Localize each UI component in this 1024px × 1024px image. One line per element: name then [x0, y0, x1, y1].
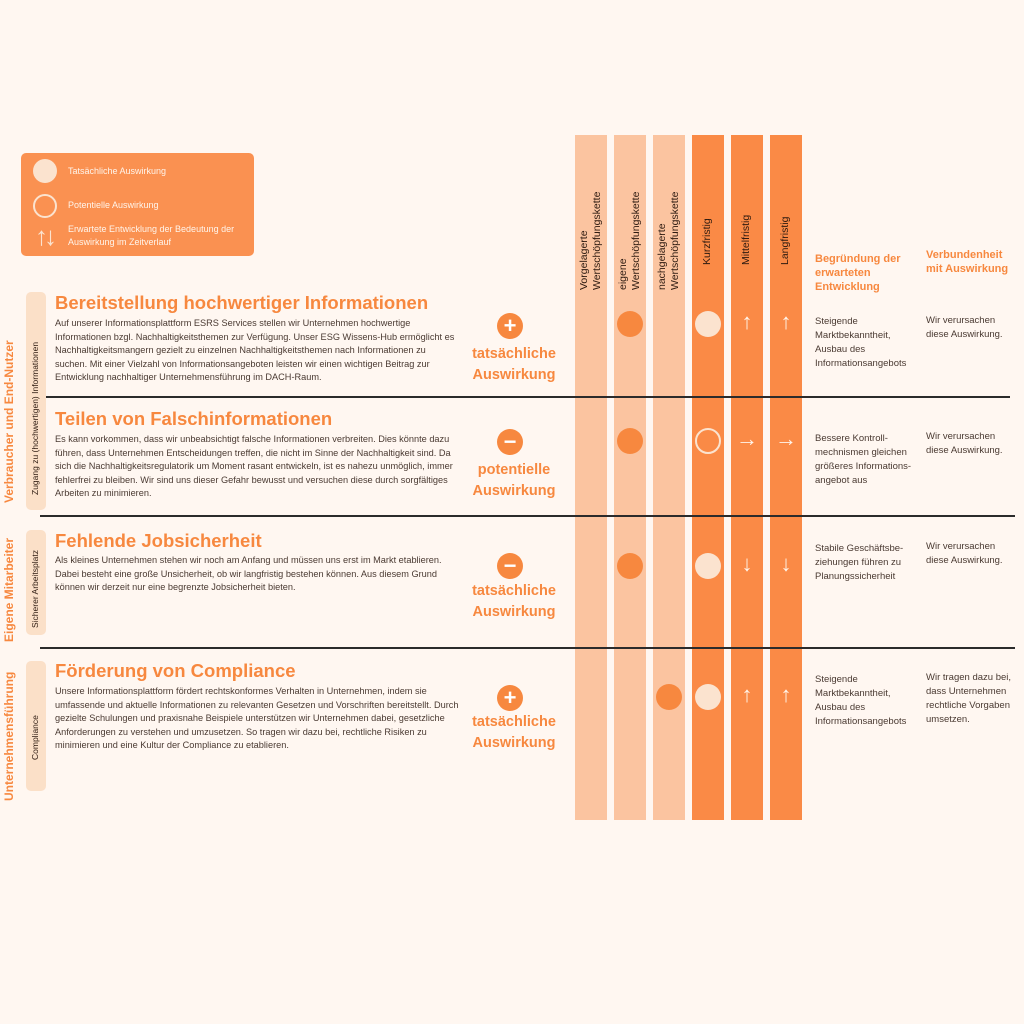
reason-text: Steigende Marktbekanntheit, Ausbau des Informationsangebots	[815, 674, 907, 727]
plus-icon: +	[497, 685, 523, 711]
reason-text: Bessere Kontroll-mechnismen gleichen größeres Informations-angebot aus	[815, 433, 912, 486]
actual-impact-dot	[695, 553, 721, 579]
potential-impact-dot	[695, 428, 721, 454]
row-description: Als kleines Unternehmen stehen wir noch am Anfang und müssen uns erst im Markt etablieren. Dabei besteht eine große Unsicherheit, ob wir langfristig bestehen können. Aus diesem Grund können wir derzeit nur eine begrenzte Jobsicherheit bieten.	[55, 555, 442, 593]
group-label-employees: Eigene Mitarbeiter	[2, 537, 16, 642]
arrow-up-icon: ↑	[741, 682, 753, 707]
link-text: Wir verursachen diese Auswirkung.	[926, 315, 1003, 340]
arrow-up-icon: ↑	[780, 309, 792, 334]
minus-icon: −	[497, 429, 523, 455]
impact-type-label: tatsächliche Auswirkung	[472, 714, 556, 751]
legend-potential-label: Potentielle Auswirkung	[68, 200, 159, 210]
impact-type-label: tatsächliche Auswirkung	[472, 346, 556, 383]
reason-text: Steigende Marktbekanntheit, Ausbau des Informationsangebots	[815, 316, 907, 369]
topic-label: Zugang zu (hochwertigen) Informationen	[30, 341, 40, 495]
impact-type-label: tatsächliche Auswirkung	[472, 583, 556, 620]
topic-label: Compliance	[30, 715, 40, 760]
arrow-right-icon: →	[775, 426, 797, 451]
header-upstream: Vorgelagerte Wertschöpfungskette	[578, 191, 603, 290]
row-description: Auf unserer Informationsplattform ESRS Services stellen wir Unternehmen hochwertige Informationen bzgl. Nachhaltigkeitsthemen zur Verfügung. Unser ESG Wissens-Hub ermöglicht es Nachhaltigkeitsmangern gezielt zu einzelnen Nachhaltigkeitsthemen nach Informationen zu suchen. Mit einer Vielzahl von Informationsangeboten leisten wir einen wichtigen Beitrag zur Entwicklung nachhaltiger Unternehmensführung im DACH-Raum.	[55, 318, 455, 383]
link-text: Wir tragen dazu bei, dass Unternehmen rechtliche Vorgaben umsetzen.	[926, 672, 1012, 725]
topic-label: Sicherer Arbeitsplatz	[30, 550, 40, 628]
arrow-down-icon: ↓	[741, 551, 753, 576]
reason-text: Stabile Geschäftsbe-ziehungen führen zu Planungssicherheit	[815, 543, 904, 582]
header-own: eigene Wertschöpfungskette	[617, 191, 642, 290]
legend-box	[21, 153, 254, 256]
actual-impact-dot	[617, 311, 643, 337]
legend-actual-label: Tatsächliche Auswirkung	[68, 166, 167, 176]
up-down-arrows-icon: ↑↓	[35, 221, 53, 251]
row-description: Unsere Informationsplattform fördert rechtskonformes Verhalten in Unternehmen, indem sie umfassende und aktuelle Informationen zu relevanten Gesetzen und Vorschriften bereitstellt. Durch gezielte Schulungen und praxisnahe Beispiele unterstützen wir Unternehmen dabei, gesetzliche Anforderungen zu verstehen und umzusetzen. So tragen wir dazu bei, rechtliche Risiken zu minimieren und eine Kultur der Compliance zu etablieren.	[55, 686, 459, 751]
row-divider	[40, 647, 1015, 649]
arrow-up-icon: ↑	[741, 309, 753, 334]
actual-impact-dot	[656, 684, 682, 710]
header-short-term: Kurzfristig	[701, 218, 713, 265]
actual-impact-dot	[695, 684, 721, 710]
link-text: Wir verursachen diese Auswirkung.	[926, 431, 1003, 456]
row-title: Bereitstellung hochwertiger Informationen	[55, 292, 429, 313]
row-description: Es kann vorkommen, dass wir unbeabsichtigt falsche Informationen verbreiten. Dies könnte dazu führen, dass Unternehmen Entscheidungen treffen, die nicht im Sinne der Nachhaltigkeit sind. Da sich die Nachhaltigkeitsregulatorik um Moment rasant entwickeln, ist es nahezu unmöglich, immer fehlerfrei zu bleiben. Wir sind uns dieser Gefahr bewusst und versuchen diese durch sorgfältiges Arbeiten zu minimieren.	[55, 434, 453, 499]
arrow-down-icon: ↓	[780, 551, 792, 576]
row-title: Teilen von Falschinformationen	[55, 408, 333, 429]
row-divider	[40, 515, 1015, 517]
group-label-governance: Unternehmensführung	[2, 671, 16, 801]
row-divider	[40, 396, 1010, 398]
actual-impact-dot	[617, 428, 643, 454]
impact-type-label: potentielle Auswirkung	[472, 462, 556, 499]
actual-impact-dot	[617, 553, 643, 579]
arrow-up-icon: ↑	[780, 682, 792, 707]
minus-icon: −	[497, 553, 523, 579]
row-title: Fehlende Jobsicherheit	[55, 530, 262, 551]
header-downstream: nachgelagerte Wertschöpfungskette	[656, 191, 681, 290]
group-label-consumers: Verbraucher und End-Nutzer	[2, 340, 16, 503]
link-text: Wir verursachen diese Auswirkung.	[926, 541, 1003, 566]
actual-impact-dot	[695, 311, 721, 337]
header-reason: Begründung der erwarteten Entwicklung	[815, 253, 901, 293]
legend-trend-label: Erwartete Entwicklung der Bedeutung der Auswirkung im Zeitverlauf	[68, 224, 235, 247]
potential-impact-legend-icon	[33, 194, 57, 218]
row-title: Förderung von Compliance	[55, 660, 296, 681]
header-link: Verbundenheit mit Auswirkung	[926, 249, 1009, 275]
plus-icon: +	[497, 313, 523, 339]
arrow-right-icon: →	[736, 426, 758, 451]
actual-impact-legend-icon	[33, 159, 57, 183]
header-long-term: Langfristig	[779, 216, 791, 265]
header-mid-term: Mittelfristig	[740, 214, 752, 265]
